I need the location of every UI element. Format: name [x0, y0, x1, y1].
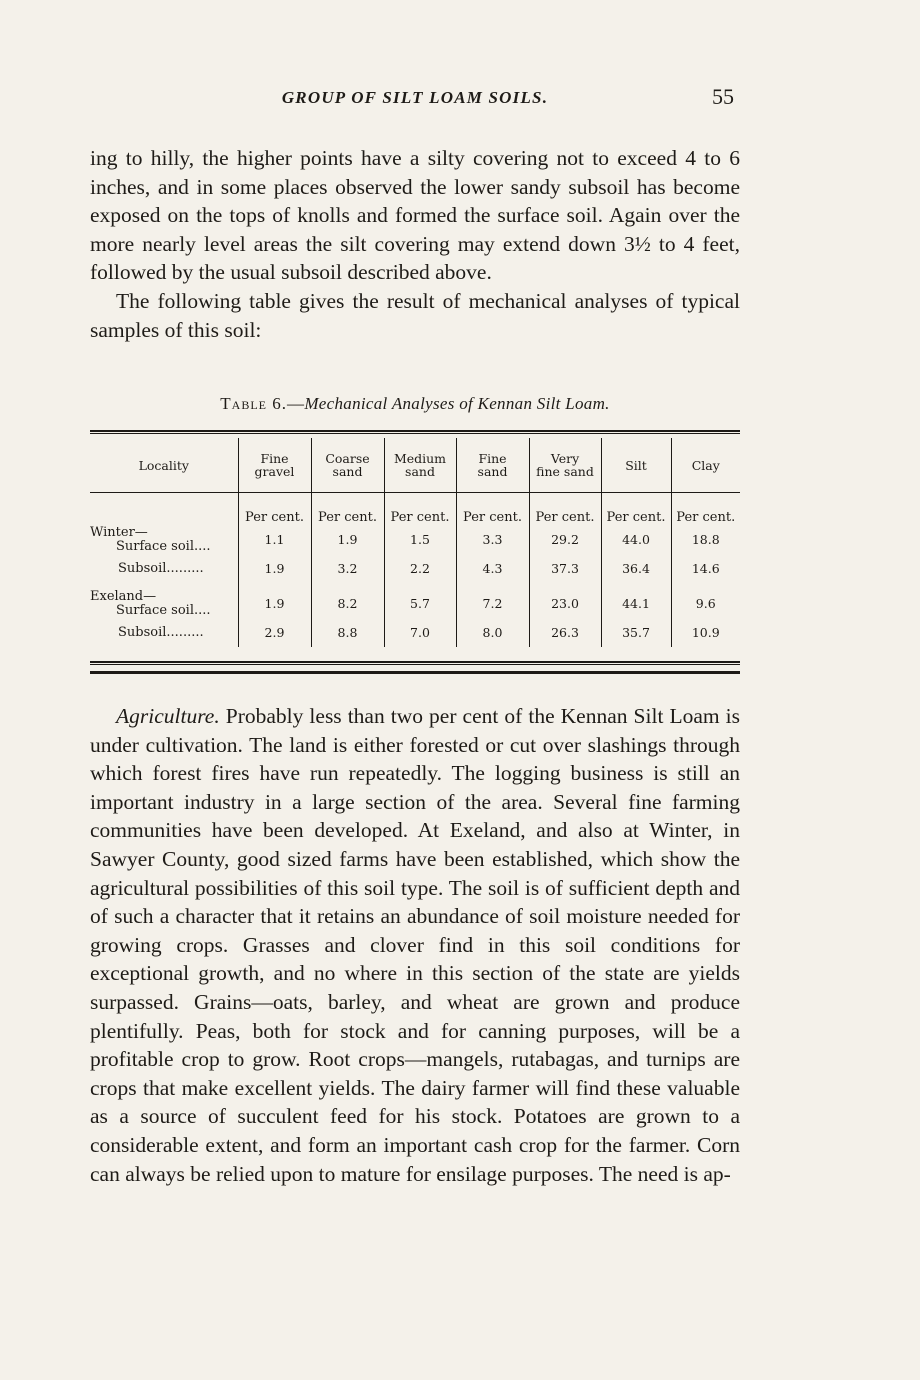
- table-bottom-rule: [90, 661, 740, 665]
- header-clay: Clay: [671, 438, 740, 493]
- cell-silt: 44.1: [601, 589, 671, 618]
- agriculture-section: [90, 702, 740, 1188]
- table-row-exeland-subsoil: [90, 618, 740, 647]
- table-row-winter-surface: [90, 525, 740, 554]
- cell-medium-sand: 1.5: [384, 525, 456, 554]
- cell-silt: 44.0: [601, 525, 671, 554]
- cell-fine-gravel: 1.9: [238, 589, 311, 618]
- cell-fine-sand: 3.3: [456, 525, 529, 554]
- cell-coarse-sand: 8.2: [311, 589, 384, 618]
- cell-coarse-sand: 1.9: [311, 525, 384, 554]
- header-medium-sand: Medium sand: [384, 438, 456, 493]
- cell-clay: 10.9: [671, 618, 740, 647]
- table-row-exeland-surface: [90, 589, 740, 618]
- header-locality: Locality: [90, 438, 238, 493]
- table-label: Table 6.: [220, 394, 288, 413]
- cell-clay: 18.8: [671, 525, 740, 554]
- agriculture-heading: Agriculture.: [116, 704, 220, 728]
- header-fine-gravel: Fine gravel: [238, 438, 311, 493]
- table-dash: —: [287, 394, 305, 413]
- unit-label: Per cent.: [311, 493, 384, 526]
- unit-label: Per cent.: [238, 493, 311, 526]
- sample-label: Surface soil....: [116, 538, 211, 554]
- cell-fine-gravel: 1.9: [238, 554, 311, 583]
- row-stub: [90, 525, 238, 554]
- table-header-row: [90, 438, 740, 493]
- running-head: [90, 84, 740, 112]
- agriculture-text: Probably less than two per cent of the Kennan Silt Loam is under cultivation. The land is either forested or cut over slashings through which forest fires have run repeatedly. The logging business is still an important industry in a large section of the area. Several fine farming communities have been developed. At Exeland, and also at Winter, in Sawyer County, good sized farms have been established, which show the agricultural possibilities of this soil type. The soil is of sufficient depth and of such a character that it retains an abundance of soil moisture needed for growing crops. Grasses and clover find in this soil conditions for exceptional growth, and no where in this section of the state are yields surpassed. Grains—oats, barley, and wheat are grown and produce plentifully. Peas, both for stock and for canning purposes, will be a profitable crop to grow. Root crops—mangels, rutabagas, and turnips are crops that make excellent yields. The dairy farmer will find these valuable as a source of succulent feed for his stock. Potatoes are grown to a considerable extent, and form an important cash crop for the farmer. Corn can always be relied upon to mature for ensilage purposes. The need is ap-: [90, 704, 740, 1186]
- unit-label: Per cent.: [671, 493, 740, 526]
- cell-fine-gravel: 2.9: [238, 618, 311, 647]
- cell-very-fine-sand: 29.2: [529, 525, 601, 554]
- cell-very-fine-sand: 26.3: [529, 618, 601, 647]
- cell-medium-sand: 7.0: [384, 618, 456, 647]
- intro-text: [90, 144, 740, 344]
- locality-group: Winter—: [90, 524, 148, 540]
- sample-label: Surface soil....: [116, 602, 211, 618]
- cell-fine-sand: 4.3: [456, 554, 529, 583]
- cell-fine-gravel: 1.1: [238, 525, 311, 554]
- cell-medium-sand: 2.2: [384, 554, 456, 583]
- cell-clay: 9.6: [671, 589, 740, 618]
- mechanical-analyses-table: [90, 438, 740, 647]
- cell-silt: 36.4: [601, 554, 671, 583]
- header-silt: Silt: [601, 438, 671, 493]
- row-stub: [90, 554, 238, 583]
- cell-fine-sand: 8.0: [456, 618, 529, 647]
- unit-label: Per cent.: [456, 493, 529, 526]
- sample-label: Subsoil.........: [118, 560, 204, 576]
- table-title: Mechanical Analyses of Kennan Silt Loam.: [304, 394, 610, 413]
- table-section-rule: [90, 671, 740, 674]
- units-stub: [90, 493, 238, 526]
- unit-label: Per cent.: [529, 493, 601, 526]
- header-fine-sand: Fine sand: [456, 438, 529, 493]
- cell-silt: 35.7: [601, 618, 671, 647]
- header-very-fine-sand: Very fine sand: [529, 438, 601, 493]
- row-stub: [90, 589, 238, 618]
- cell-coarse-sand: 3.2: [311, 554, 384, 583]
- cell-clay: 14.6: [671, 554, 740, 583]
- unit-label: Per cent.: [601, 493, 671, 526]
- locality-group: Exeland—: [90, 588, 157, 604]
- agriculture-paragraph: [90, 702, 740, 1188]
- table-caption: [90, 394, 740, 414]
- table-row-winter-subsoil: [90, 554, 740, 583]
- cell-medium-sand: 5.7: [384, 589, 456, 618]
- table-top-rule: [90, 430, 740, 434]
- paragraph-table-intro: The following table gives the result of mechanical analyses of typical samples of this soil:: [90, 288, 740, 342]
- cell-very-fine-sand: 37.3: [529, 554, 601, 583]
- row-stub: [90, 618, 238, 647]
- running-title: GROUP OF SILT LOAM SOILS.: [281, 88, 549, 107]
- header-coarse-sand: Coarse sand: [311, 438, 384, 493]
- page-number: 55: [712, 84, 734, 109]
- cell-very-fine-sand: 23.0: [529, 589, 601, 618]
- unit-label: Per cent.: [384, 493, 456, 526]
- sample-label: Subsoil.........: [118, 624, 204, 640]
- units-row: [90, 493, 740, 526]
- cell-fine-sand: 7.2: [456, 589, 529, 618]
- paragraph-continuation: ing to hilly, the higher points have a silty covering not to exceed 4 to 6 inches, and in some places observed the lower sandy subsoil has become exposed on the tops of knolls and formed the surface soil. Again over the more nearly level areas the silt covering may extend down 3½ to 4 feet, followed by the usual subsoil described above.: [90, 146, 740, 285]
- cell-coarse-sand: 8.8: [311, 618, 384, 647]
